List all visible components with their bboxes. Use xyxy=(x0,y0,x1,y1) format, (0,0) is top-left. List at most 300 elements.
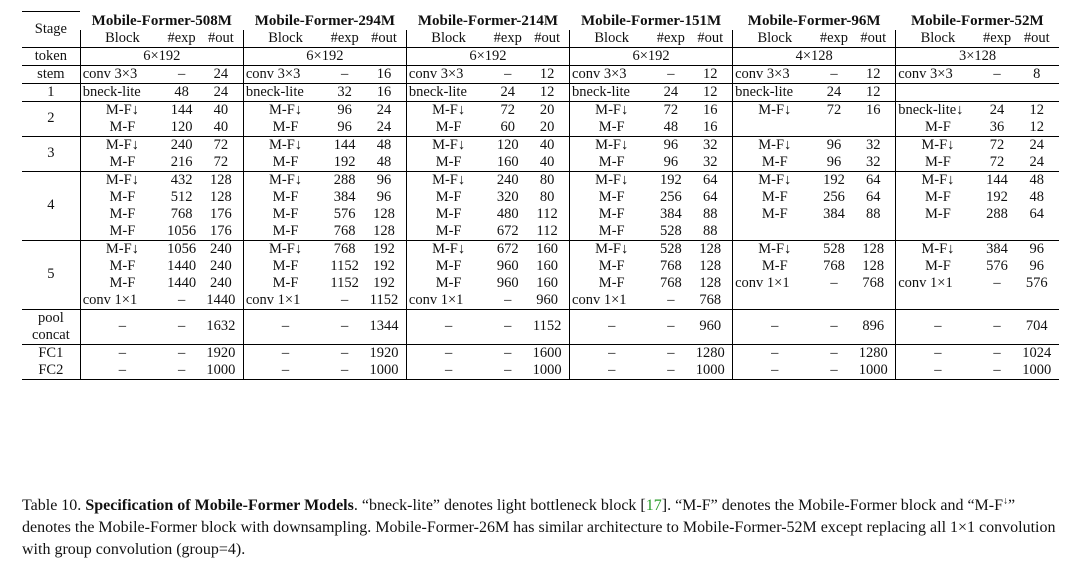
block-cell: – xyxy=(733,344,817,362)
table-row xyxy=(22,240,1059,258)
block-cell: bneck-lite xyxy=(733,83,817,101)
block-cell: M-F xyxy=(733,189,817,206)
block-cell: M-F xyxy=(80,275,164,292)
out-cell: 1000 xyxy=(362,362,406,380)
out-cell xyxy=(1015,83,1060,101)
out-cell: 1920 xyxy=(199,344,243,362)
exp-cell: – xyxy=(490,309,525,344)
block-cell: M-F↓ xyxy=(570,101,654,119)
out-cell: 16 xyxy=(702,118,718,135)
exp-cell: 96 xyxy=(826,153,842,170)
exp-cell: 24 xyxy=(980,101,1015,119)
out-cell: 240 xyxy=(210,257,232,274)
spec-table-body xyxy=(22,12,1059,380)
out-cell: 704 xyxy=(1015,309,1060,344)
header-row-models xyxy=(22,12,1059,30)
table-row xyxy=(22,65,1059,83)
block-cell: conv 1×1 xyxy=(406,292,490,310)
out-cell: 48 xyxy=(362,136,406,154)
exp-cell: – xyxy=(164,309,199,344)
block-cell: M-F xyxy=(570,154,654,172)
table-row xyxy=(22,292,1059,310)
exp-cell: 160 xyxy=(496,153,519,170)
table-row xyxy=(22,258,1059,275)
column-header-block: Block xyxy=(406,30,490,48)
exp-cell: 384 xyxy=(333,188,356,205)
out-cell: 1000 xyxy=(199,362,243,380)
exp-cell: 72 xyxy=(980,136,1015,154)
block-cell: M-F xyxy=(80,119,164,137)
exp-cell: – xyxy=(490,65,525,83)
block-cell: M-F xyxy=(406,206,490,223)
out-cell: 96 xyxy=(376,188,392,205)
out-cell: 12 xyxy=(851,65,895,83)
block-cell: M-F↓ xyxy=(896,171,980,189)
exp-cell xyxy=(816,223,851,241)
block-cell: M-F↓ xyxy=(80,240,164,258)
out-cell: 24 xyxy=(1029,153,1044,170)
exp-cell: 192 xyxy=(653,171,688,189)
out-cell: 20 xyxy=(525,101,569,119)
token-value: 4×128 xyxy=(733,47,896,65)
out-cell: 96 xyxy=(1029,257,1044,274)
exp-cell: 288 xyxy=(986,205,1008,222)
block-cell xyxy=(733,292,817,310)
table-row xyxy=(22,136,1059,154)
out-cell xyxy=(851,223,895,241)
block-cell: M-F↓ xyxy=(733,240,817,258)
block-cell: – xyxy=(896,309,980,344)
block-cell: M-F xyxy=(570,258,654,275)
exp-cell: 144 xyxy=(980,171,1015,189)
out-cell: 128 xyxy=(373,222,395,239)
out-cell: 96 xyxy=(1015,240,1060,258)
spec-table xyxy=(22,11,1059,380)
stage-label: pool concat xyxy=(22,309,80,344)
out-cell: 128 xyxy=(699,257,722,274)
table-row xyxy=(22,344,1059,362)
exp-cell: 240 xyxy=(490,171,525,189)
table-row xyxy=(22,171,1059,189)
block-cell: – xyxy=(406,362,490,380)
block-cell: M-F xyxy=(733,206,817,223)
token-value: 6×192 xyxy=(406,47,569,65)
out-cell: 192 xyxy=(373,274,395,291)
exp-cell: – xyxy=(177,291,186,308)
block-cell: – xyxy=(570,344,654,362)
block-cell: M-F xyxy=(733,258,817,275)
exp-cell: – xyxy=(830,274,838,291)
out-cell: 128 xyxy=(210,188,232,205)
model-header: Mobile-Former-508M xyxy=(91,12,232,29)
block-cell: M-F xyxy=(243,119,327,137)
column-header-block: Block xyxy=(896,30,980,48)
exp-cell: 480 xyxy=(496,205,519,222)
column-header-out: #out xyxy=(534,29,560,46)
block-cell: – xyxy=(733,362,817,380)
block-cell: conv 1×1 xyxy=(80,292,164,310)
out-cell: 1344 xyxy=(362,309,406,344)
model-header: Mobile-Former-52M xyxy=(910,12,1044,29)
exp-cell: 60 xyxy=(500,118,515,135)
exp-cell: 72 xyxy=(816,101,851,119)
out-cell: 768 xyxy=(699,291,722,308)
block-cell: – xyxy=(896,344,980,362)
column-header-exp: #exp xyxy=(982,29,1012,46)
exp-cell: 672 xyxy=(490,240,525,258)
out-cell: 12 xyxy=(1029,118,1044,135)
block-cell: M-F↓ xyxy=(80,136,164,154)
out-cell: 40 xyxy=(525,136,569,154)
exp-cell: – xyxy=(653,309,688,344)
out-cell: 160 xyxy=(536,274,558,291)
exp-cell: 48 xyxy=(663,118,679,135)
exp-cell: 384 xyxy=(980,240,1015,258)
out-cell: 24 xyxy=(199,65,243,83)
exp-cell: 768 xyxy=(659,257,682,274)
out-cell: 12 xyxy=(525,65,569,83)
out-cell: 176 xyxy=(210,205,232,222)
block-cell: – xyxy=(80,362,164,380)
exp-cell xyxy=(816,119,851,137)
exp-cell: – xyxy=(490,344,525,362)
stage-label: token xyxy=(22,47,80,65)
exp-cell: 120 xyxy=(170,118,193,135)
block-cell xyxy=(896,292,980,310)
block-cell: M-F xyxy=(80,258,164,275)
exp-cell: 72 xyxy=(653,101,688,119)
column-header-out: #out xyxy=(860,29,887,46)
out-cell: 1440 xyxy=(206,291,236,308)
token-value: 6×192 xyxy=(243,47,406,65)
out-cell: 576 xyxy=(1025,274,1048,291)
out-cell: 72 xyxy=(213,153,229,170)
exp-cell: 120 xyxy=(490,136,525,154)
block-cell: M-F↓ xyxy=(80,171,164,189)
exp-cell: – xyxy=(164,344,199,362)
exp-cell: – xyxy=(490,362,525,380)
citation-link[interactable]: 17 xyxy=(645,497,662,514)
exp-cell: 240 xyxy=(164,136,199,154)
model-header: Mobile-Former-294M xyxy=(254,12,395,29)
exp-cell: 768 xyxy=(659,274,682,291)
column-header-exp: #exp xyxy=(167,29,196,46)
exp-cell: 768 xyxy=(823,257,845,274)
out-cell: 160 xyxy=(536,257,558,274)
table-row xyxy=(22,206,1059,223)
out-cell: 64 xyxy=(866,188,881,205)
column-header-exp: #exp xyxy=(819,29,849,46)
exp-cell: 768 xyxy=(333,222,356,239)
exp-cell: – xyxy=(653,362,688,380)
block-cell: M-F↓ xyxy=(733,171,817,189)
out-cell: 176 xyxy=(210,222,232,239)
exp-cell: 96 xyxy=(337,118,352,135)
block-cell: bneck-lite xyxy=(243,83,327,101)
block-cell: conv 1×1 xyxy=(733,275,817,292)
out-cell: 1632 xyxy=(199,309,243,344)
column-header-block: Block xyxy=(570,30,654,48)
out-cell: 192 xyxy=(373,257,395,274)
exp-cell: 288 xyxy=(327,171,362,189)
column-header-out: #out xyxy=(1023,29,1050,46)
block-cell: M-F xyxy=(896,154,980,172)
exp-cell: 1440 xyxy=(167,274,197,291)
block-cell xyxy=(733,223,817,241)
out-cell: 96 xyxy=(362,171,406,189)
block-cell: conv 3×3 xyxy=(406,65,490,83)
column-header-exp: #exp xyxy=(493,29,522,46)
out-cell: 128 xyxy=(699,274,722,291)
column-header-exp: #exp xyxy=(330,29,359,46)
out-cell: 80 xyxy=(525,171,569,189)
exp-cell: – xyxy=(327,309,362,344)
exp-cell: 256 xyxy=(659,188,682,205)
out-cell: 40 xyxy=(213,118,229,135)
exp-cell: 144 xyxy=(327,136,362,154)
out-cell: 1024 xyxy=(1015,344,1060,362)
column-header-exp: #exp xyxy=(656,29,685,46)
table-row xyxy=(22,275,1059,292)
downsample-arrow-icon: ↓ xyxy=(1003,495,1009,507)
exp-cell: – xyxy=(164,65,199,83)
column-header-out: #out xyxy=(208,29,234,46)
exp-cell xyxy=(816,292,851,310)
exp-cell: – xyxy=(993,274,1001,291)
exp-cell: 192 xyxy=(333,153,356,170)
block-cell: M-F↓ xyxy=(406,240,490,258)
out-cell: 40 xyxy=(539,153,555,170)
column-header-block: Block xyxy=(80,30,164,48)
block-cell: conv 3×3 xyxy=(570,65,654,83)
token-value: 6×192 xyxy=(80,47,243,65)
exp-cell: 768 xyxy=(170,205,193,222)
table-caption xyxy=(22,495,1062,561)
out-cell: 192 xyxy=(362,240,406,258)
block-cell: M-F↓ xyxy=(243,240,327,258)
block-cell: M-F↓ xyxy=(406,101,490,119)
block-cell: M-F xyxy=(80,223,164,241)
block-cell: M-F↓ xyxy=(243,101,327,119)
block-cell: M-F↓ xyxy=(896,136,980,154)
exp-cell: 96 xyxy=(816,136,851,154)
exp-cell: 768 xyxy=(327,240,362,258)
table-row xyxy=(22,189,1059,206)
caption-text-2: ]. “M-F” denotes the Mobile-Former block and “M-F xyxy=(661,497,1004,514)
block-cell: – xyxy=(80,344,164,362)
exp-cell: 256 xyxy=(823,188,845,205)
block-cell: bneck-lite xyxy=(406,83,490,101)
out-cell xyxy=(1015,292,1060,310)
out-cell: 128 xyxy=(688,240,732,258)
out-cell: 128 xyxy=(862,257,885,274)
out-cell: 112 xyxy=(536,205,558,222)
column-header-out: #out xyxy=(371,29,397,46)
out-cell: 960 xyxy=(688,309,732,344)
exp-cell: – xyxy=(341,291,349,308)
block-cell: M-F xyxy=(80,189,164,206)
out-cell: 1152 xyxy=(525,309,569,344)
block-cell: – xyxy=(733,309,817,344)
block-cell: conv 3×3 xyxy=(733,65,817,83)
block-cell: M-F xyxy=(243,189,327,206)
out-cell: 80 xyxy=(539,188,555,205)
stage-label: FC1 xyxy=(22,344,80,362)
block-cell: M-F↓ xyxy=(896,240,980,258)
exp-cell: – xyxy=(816,65,851,83)
exp-cell: 528 xyxy=(653,240,688,258)
block-cell: M-F↓ xyxy=(406,171,490,189)
out-cell: 12 xyxy=(688,83,732,101)
block-cell: M-F xyxy=(733,154,817,172)
exp-cell: – xyxy=(653,344,688,362)
block-cell: M-F↓ xyxy=(80,101,164,119)
block-cell: – xyxy=(570,309,654,344)
out-cell: 112 xyxy=(536,222,558,239)
table-row xyxy=(22,362,1059,380)
exp-cell: – xyxy=(327,362,362,380)
stage-label: 5 xyxy=(22,240,80,309)
block-cell: – xyxy=(243,362,327,380)
stage-label: stem xyxy=(22,65,80,83)
out-cell: 12 xyxy=(688,65,732,83)
exp-cell: – xyxy=(504,291,512,308)
caption-label: Table 10. xyxy=(22,497,82,514)
block-cell: bneck-lite↓ xyxy=(896,101,980,119)
exp-cell: – xyxy=(667,291,675,308)
exp-cell: 24 xyxy=(816,83,851,101)
out-cell: 40 xyxy=(199,101,243,119)
out-cell: 88 xyxy=(866,205,881,222)
block-cell: M-F xyxy=(80,154,164,172)
exp-cell: 32 xyxy=(327,83,362,101)
block-cell: M-F↓ xyxy=(243,171,327,189)
block-cell: – xyxy=(243,344,327,362)
exp-cell: 960 xyxy=(496,274,519,291)
out-cell: 16 xyxy=(362,65,406,83)
exp-cell: 1440 xyxy=(167,257,197,274)
exp-cell: 24 xyxy=(653,83,688,101)
model-header: Mobile-Former-96M xyxy=(747,12,881,29)
out-cell: 32 xyxy=(866,153,881,170)
block-cell: M-F xyxy=(896,119,980,137)
out-cell xyxy=(851,292,895,310)
block-cell: M-F xyxy=(570,223,654,241)
out-cell: 24 xyxy=(376,118,392,135)
out-cell: 20 xyxy=(539,118,555,135)
exp-cell: 192 xyxy=(816,171,851,189)
exp-cell: 24 xyxy=(490,83,525,101)
block-cell xyxy=(733,119,817,137)
block-cell: – xyxy=(80,309,164,344)
block-cell: M-F xyxy=(570,189,654,206)
out-cell: 128 xyxy=(851,240,895,258)
token-value: 3×128 xyxy=(896,47,1059,65)
out-cell: 24 xyxy=(199,83,243,101)
out-cell: 12 xyxy=(525,83,569,101)
out-cell: 64 xyxy=(688,171,732,189)
table-row xyxy=(22,154,1059,172)
token-value: 6×192 xyxy=(570,47,733,65)
exp-cell xyxy=(980,83,1015,101)
exp-cell: 432 xyxy=(164,171,199,189)
exp-cell: 528 xyxy=(659,222,682,239)
exp-cell xyxy=(980,223,1015,241)
caption-title: Specification of Mobile-Former Models xyxy=(85,497,354,514)
exp-cell xyxy=(980,292,1015,310)
out-cell: 16 xyxy=(362,83,406,101)
out-cell xyxy=(851,119,895,137)
block-cell: M-F↓ xyxy=(570,171,654,189)
out-cell: 12 xyxy=(851,83,895,101)
out-cell: 1600 xyxy=(525,344,569,362)
exp-cell: 384 xyxy=(823,205,845,222)
block-cell: conv 1×1 xyxy=(896,275,980,292)
exp-cell: 96 xyxy=(663,153,679,170)
out-cell: 1000 xyxy=(851,362,895,380)
out-cell: 48 xyxy=(376,153,392,170)
block-cell: M-F xyxy=(243,154,327,172)
block-cell: – xyxy=(896,362,980,380)
out-cell: 32 xyxy=(702,153,718,170)
block-cell: – xyxy=(406,309,490,344)
exp-cell: 72 xyxy=(490,101,525,119)
exp-cell: 320 xyxy=(496,188,519,205)
out-cell: 128 xyxy=(373,205,395,222)
out-cell: 1000 xyxy=(1015,362,1060,380)
exp-cell: 1152 xyxy=(330,274,359,291)
exp-cell: – xyxy=(653,65,688,83)
exp-cell: – xyxy=(980,362,1015,380)
exp-cell: – xyxy=(980,65,1015,83)
block-cell: M-F xyxy=(243,275,327,292)
stage-label: 1 xyxy=(22,83,80,101)
out-cell: 48 xyxy=(1015,171,1060,189)
stage-label: 2 xyxy=(22,101,80,136)
caption-text-3: ” denotes the Mobile-Former block with downsampling. Mobile-Former-26M has similar architecture to Mobile-Former-52M except replacing all 1×1 convolution with group convolution (group=4). xyxy=(22,497,1056,558)
out-cell: 64 xyxy=(1029,205,1044,222)
header-row-columns xyxy=(22,30,1059,48)
column-header-block: Block xyxy=(733,30,817,48)
caption-text-1: . “bneck-lite” denotes light bottleneck block [ xyxy=(353,497,646,514)
exp-cell: 576 xyxy=(333,205,356,222)
block-cell: M-F↓ xyxy=(570,136,654,154)
block-cell: bneck-lite xyxy=(80,83,164,101)
exp-cell: – xyxy=(327,344,362,362)
table-row xyxy=(22,83,1059,101)
block-cell: M-F xyxy=(896,258,980,275)
stage-header: Stage xyxy=(22,12,80,48)
block-cell: M-F↓ xyxy=(570,240,654,258)
out-cell: 64 xyxy=(851,171,895,189)
table-row xyxy=(22,119,1059,137)
exp-cell: 96 xyxy=(327,101,362,119)
exp-cell: 1056 xyxy=(164,240,199,258)
block-cell: bneck-lite xyxy=(570,83,654,101)
block-cell xyxy=(896,223,980,241)
out-cell: 24 xyxy=(1015,136,1060,154)
block-cell: conv 1×1 xyxy=(243,292,327,310)
exp-cell: 96 xyxy=(653,136,688,154)
block-cell: M-F xyxy=(896,189,980,206)
column-header-block: Block xyxy=(243,30,327,48)
out-cell: 240 xyxy=(210,274,232,291)
out-cell: 160 xyxy=(525,240,569,258)
out-cell: 88 xyxy=(702,205,718,222)
block-cell: conv 1×1 xyxy=(570,292,654,310)
exp-cell: – xyxy=(816,309,851,344)
block-cell xyxy=(896,83,980,101)
